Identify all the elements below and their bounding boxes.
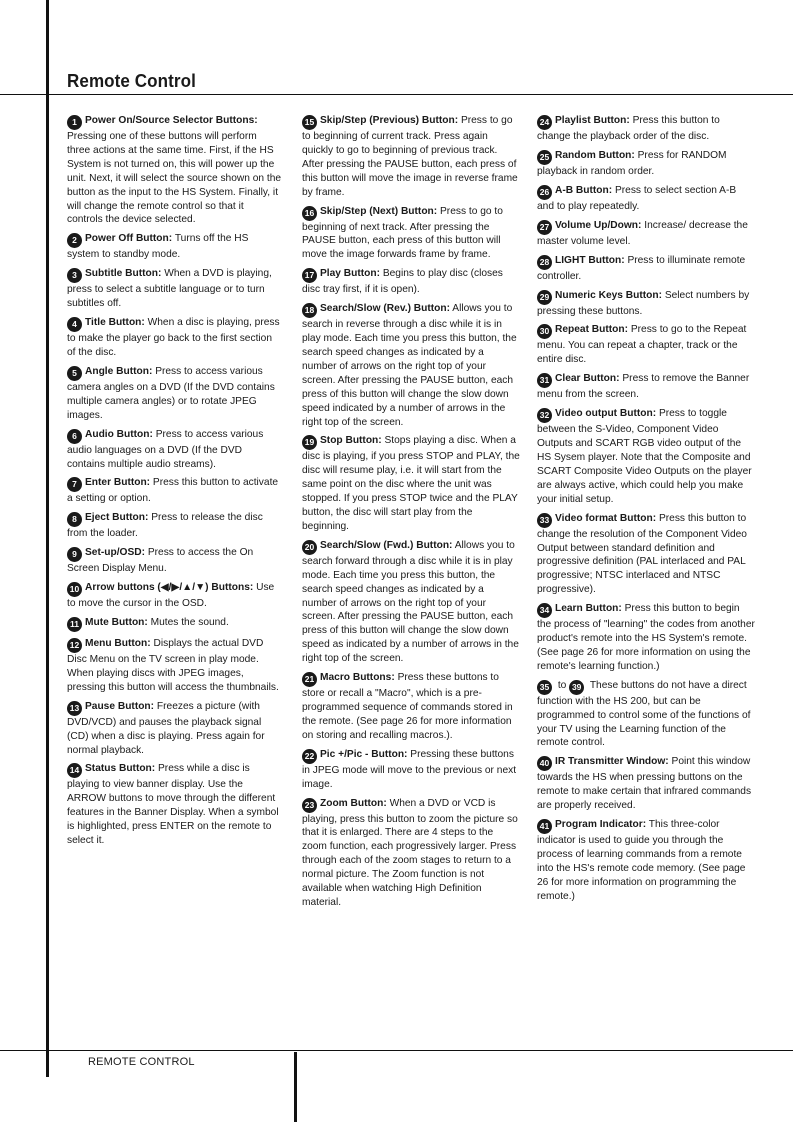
legend-entry: [537, 818, 755, 904]
legend-entry: [537, 679, 755, 751]
legend-entry: [537, 184, 755, 214]
entry-title: Program Indicator:: [555, 819, 647, 831]
number-badge: 4: [67, 317, 82, 332]
number-badge: 18: [302, 303, 317, 318]
number-badge: 17: [302, 268, 317, 283]
entry-title: Stop Button:: [320, 435, 382, 447]
legend-entry: [302, 205, 520, 263]
entry-title: Search/Slow (Fwd.) Button:: [320, 539, 453, 551]
entry-title: Pic +/Pic - Button:: [320, 748, 408, 760]
entry-description: Freezes a picture (with DVD/VCD) and pauses the playback signal (CD) when a disc is playing. Press again for normal playback.: [67, 700, 265, 756]
entry-title: Numeric Keys Button:: [555, 289, 662, 301]
page-title: Remote Control: [67, 70, 196, 91]
legend-entry: [537, 372, 755, 402]
number-badge: 40: [537, 756, 552, 771]
entry-description: Press while a disc is playing to view banner display. Use the ARROW buttons to move through the different features in the Banner Display. When a symbol is highlighted, press ENTER on the remote to select it.: [67, 763, 279, 847]
entry-title: Audio Button:: [85, 428, 153, 440]
entry-description: Press to access the On Screen Display Menu.: [67, 547, 254, 575]
entry-title: Skip/Step (Previous) Button:: [320, 115, 459, 126]
legend-entry: [537, 289, 755, 319]
number-badge: 14: [67, 763, 82, 778]
entry-description: Press to remove the Banner menu from the screen.: [537, 373, 750, 401]
legend-entry: [67, 267, 282, 311]
entry-title: Zoom Button:: [320, 797, 387, 809]
legend-entry: [302, 114, 520, 200]
entry-title: Subtitle Button:: [85, 268, 162, 280]
number-badge: 6: [67, 429, 82, 444]
number-badge: 33: [537, 513, 552, 528]
legend-entry: [67, 511, 282, 541]
legend-entry: [67, 114, 282, 227]
entry-title: Pause Button:: [85, 700, 155, 712]
entry-description: Press to select section A-B and to play repeatedly.: [537, 184, 737, 212]
number-badge: 27: [537, 220, 552, 235]
entry-title: Status Button:: [85, 763, 156, 775]
number-badge: 24: [537, 115, 552, 130]
entry-description: Press to go to the Repeat menu. You can repeat a chapter, track or the entire disc.: [537, 324, 747, 366]
number-badge: 16: [302, 206, 317, 221]
legend-entry: [537, 114, 755, 144]
entry-title: Playlist Button:: [555, 115, 630, 126]
entry-description: Press to go to beginning of next track. After pressing the PAUSE button, each press of this button will move the image forwards frame by frame.: [302, 205, 503, 261]
number-badge: 9: [67, 547, 82, 562]
entry-description: When a disc is playing, press to make the player go back to the first section of the disc.: [67, 317, 280, 358]
number-badge: 32: [537, 408, 552, 423]
number-badge: 29: [537, 290, 552, 305]
entry-description: Begins to play disc (closes disc tray first, if it is open).: [302, 268, 503, 296]
entry-description: Press this button to begin the process of "learning" the codes from another product's remote into the HS System's remote. (See page 26 for more information on using the remote's learning function.): [537, 603, 755, 672]
number-badge: 35: [537, 680, 552, 695]
legend-entry: [537, 755, 755, 813]
entry-title: Enter Button:: [85, 477, 151, 489]
entry-description: When a DVD is playing, press to select a subtitle language or to turn subtitles off.: [67, 268, 272, 310]
entry-description: Press to illuminate remote controller.: [537, 254, 746, 282]
number-badge: 26: [537, 185, 552, 200]
number-badge: 1: [67, 115, 82, 130]
entry-description: Press this button to change the playback order of the disc.: [537, 115, 720, 142]
number-badge: 31: [537, 373, 552, 388]
column-2: [302, 114, 520, 915]
number-badge: 3: [67, 268, 82, 283]
entry-description: Press these buttons to store or recall a "Macro", which is a pre-programmed sequence of commands stored in the remote. (See page 26 for more information on storing and recalling macros.).: [302, 672, 513, 741]
legend-entry: [302, 434, 520, 533]
entry-title: Power On/Source Selector Buttons:: [85, 115, 258, 126]
entry-title: Angle Button:: [85, 365, 153, 377]
number-badge: 8: [67, 512, 82, 527]
entry-title: Video output Button:: [555, 408, 657, 420]
legend-entry: [302, 302, 520, 429]
entry-description: Stops playing a disc. When a disc is playing, if you press STOP and PLAY, the disc will resume play, i.e. it will start from the same point on the disc where the unit was stopped. If you press STOP twice and the PLAY button, the disc will start play from the beginning.: [302, 435, 520, 532]
entry-description: Pressing one of these buttons will perform three actions at the same time. First, if the HS System is not turned on, this will power up the unit. Next, it will select the source shown on the button as the input to the HS System. Finally, it will change the remote control so that it controls the device selected.: [67, 131, 282, 226]
entry-title: Title Button:: [85, 317, 145, 329]
legend-entry: [67, 700, 282, 758]
entry-description: Use to move the cursor in the OSD.: [67, 582, 275, 610]
number-badge: 28: [537, 255, 552, 270]
legend-entry: [67, 637, 282, 695]
number-badge: 20: [302, 540, 317, 555]
entry-description: Select numbers by pressing these buttons.: [537, 289, 750, 317]
entry-title: Menu Button:: [85, 638, 151, 650]
entry-title: Random Button:: [555, 149, 635, 161]
legend-entry: [537, 407, 755, 506]
number-badge: 22: [302, 749, 317, 764]
entry-title: Power Off Button:: [85, 233, 173, 245]
footer-divider: [294, 1052, 297, 1122]
legend-entry: [67, 316, 282, 360]
entry-title: Play Button:: [320, 268, 380, 280]
entry-description: This three-color indicator is used to guide you through the process of learning commands from a remote into the HS's remote code memory. (See page 26 for more information on programming the remote.): [537, 819, 746, 902]
entry-description: Press to access various audio languages on a DVD (If the DVD contains multiple audio streams).: [67, 428, 264, 470]
entry-description: Mutes the sound.: [150, 617, 229, 629]
entry-description: Press to go to beginning of current track. Press again quickly to go to beginning of previous track. After pressing the PAUSE button, each press of this button will move the image in reverse frame by frame.: [302, 115, 518, 198]
number-badge: 25: [537, 150, 552, 165]
range-connector: to: [555, 679, 570, 691]
legend-entry: [67, 476, 282, 506]
entry-description: Press this button to activate a setting or option.: [67, 477, 279, 505]
entry-description: Press to release the disc from the loader.: [67, 512, 263, 540]
legend-entry: [537, 149, 755, 179]
entry-title: Learn Button:: [555, 603, 622, 615]
number-badge: 11: [67, 617, 82, 632]
entry-description: Point this window towards the HS when pressing buttons on the remote to make certain that infrared commands are properly received.: [537, 756, 752, 812]
entry-title: Repeat Button:: [555, 324, 629, 336]
legend-entry: [537, 602, 755, 674]
entry-title: Set-up/OSD:: [85, 547, 145, 559]
entry-title: Eject Button:: [85, 512, 149, 524]
number-badge: 41: [537, 819, 552, 834]
entry-title: Mute Button:: [85, 617, 148, 629]
entry-description: Turns off the HS system to standby mode.: [67, 233, 249, 261]
number-badge: 5: [67, 366, 82, 381]
left-margin-rule: [46, 0, 49, 1077]
legend-entry: [67, 365, 282, 423]
legend-entry: [67, 581, 282, 611]
legend-entry: [302, 671, 520, 743]
entry-description: Displays the actual DVD Disc Menu on the TV screen in play mode. When playing discs with JPEG images, pressing this button will access the thumbnails.: [67, 638, 279, 693]
entry-description: When a DVD or VCD is playing, press this button to zoom the picture so that it is enlarged. There are 4 steps to the zoom function, each progressively larger. Press through each of the zoom stages to return to a normal picture. The Zoom function is not available when watching High Definition material.: [302, 797, 518, 908]
legend-entry: [537, 323, 755, 367]
legend-entry: [537, 512, 755, 598]
legend-entry: [67, 762, 282, 848]
number-badge: 10: [67, 582, 82, 597]
legend-entry: [67, 546, 282, 576]
legend-entry: [302, 267, 520, 297]
legend-entry: [67, 428, 282, 472]
entry-title: Search/Slow (Rev.) Button:: [320, 303, 450, 315]
entry-title: Skip/Step (Next) Button:: [320, 205, 438, 217]
legend-entry: [302, 797, 520, 910]
entry-title: Volume Up/Down:: [555, 219, 642, 231]
number-badge: 2: [67, 233, 82, 248]
number-badge: 15: [302, 115, 317, 130]
legend-entry: [302, 748, 520, 792]
column-1: [67, 114, 282, 853]
entry-description: Press to toggle between the S-Video, Component Video Outputs and SCART RGB video output of the HS Sysem player. Note that the Composite and SCART Composite Video Outputs on the player are always active, which could help you make your initial setup.: [537, 408, 752, 505]
number-badge: 19: [302, 435, 317, 450]
number-badge: 21: [302, 672, 317, 687]
entry-description: Increase/ decrease the master volume level.: [537, 219, 748, 247]
number-badge: 13: [67, 701, 82, 716]
column-3: [537, 114, 755, 909]
entry-description: These buttons do not have a direct function with the HS 200, but can be programmed to control some of the functions of your TV using the Learning function of the remote control.: [537, 679, 751, 749]
entry-title: IR Transmitter Window:: [555, 756, 669, 768]
entry-title: LIGHT Button:: [555, 254, 625, 266]
legend-entry: [537, 219, 755, 249]
entry-title: A-B Button:: [555, 184, 613, 196]
entry-title: Clear Button:: [555, 373, 620, 385]
entry-title: Video format Button:: [555, 512, 657, 524]
entry-description: Allows you to search in reverse through a disc while it is in play mode. Each time you press this button, the search speed changes as indicated by a number of arrows on the right top of your screen. After pressing the PAUSE button, each press of this button will change the slow down speed indicated by a number of arrows in the right top of the screen.: [302, 303, 517, 428]
legend-entry: [67, 616, 282, 632]
entry-title: Macro Buttons:: [320, 672, 395, 684]
number-badge: 30: [537, 324, 552, 339]
entry-description: Press to access various camera angles on a DVD (If the DVD contains multiple camera angles) or to rotate JPEG images.: [67, 365, 275, 421]
entry-description: Press this button to change the resolution of the Component Video Output between standard definition and progressive definition (PAL interlaced and PAL progressive; NTSC interlaced and NTSC progressive).: [537, 512, 747, 596]
entry-description: Pressing these buttons in JPEG mode will move to the previous or next image.: [302, 748, 517, 790]
legend-entry: [537, 254, 755, 284]
number-badge: 34: [537, 603, 552, 618]
footer-label: REMOTE CONTROL: [88, 1056, 195, 1068]
number-badge: 7: [67, 477, 82, 492]
footer-rule: [0, 1050, 793, 1051]
header-rule: [0, 94, 793, 95]
entry-description: Allows you to search forward through a disc while it is in play mode. Each time you press this button, the search speed changes as indicated by a number of arrows on the right top of your screen. After pressing the PAUSE button, each press of this button will change the slow down speed as indicated by a number of arrows in the right top of the screen.: [302, 539, 519, 665]
entry-description: Press for RANDOM playback in random order.: [537, 149, 727, 177]
legend-entry: [67, 232, 282, 262]
number-badge: 12: [67, 638, 82, 653]
entry-title: Arrow buttons (◀/▶/▲/▼) Buttons:: [85, 582, 254, 594]
number-badge: 39: [569, 680, 584, 695]
legend-entry: [302, 539, 520, 666]
number-badge: 23: [302, 798, 317, 813]
